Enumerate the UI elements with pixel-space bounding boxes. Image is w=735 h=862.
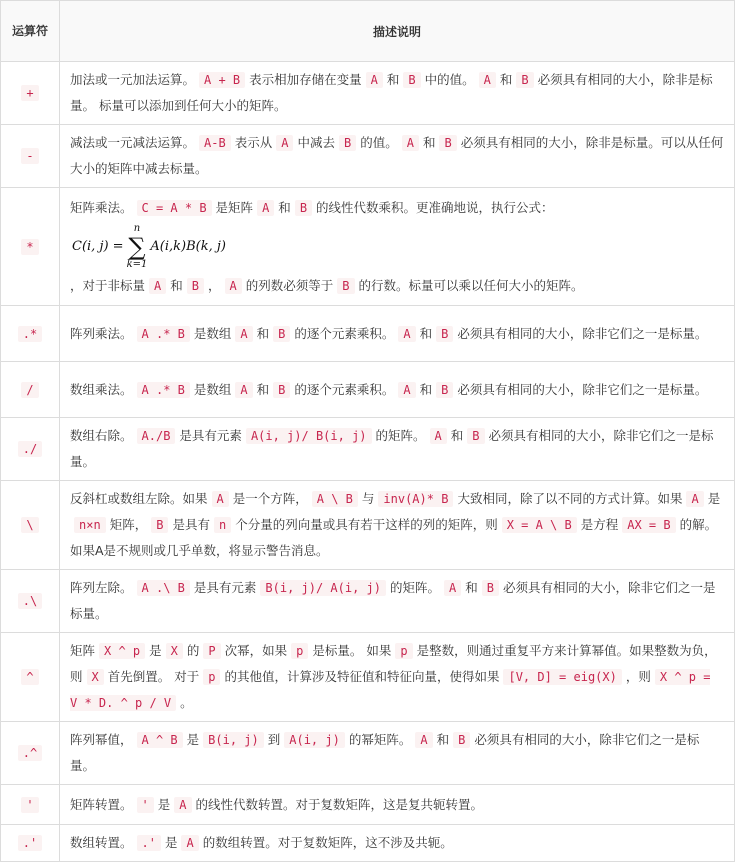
- inline-code: X: [166, 643, 183, 659]
- inline-code: A: [398, 326, 415, 342]
- description-text: 中减去: [297, 135, 335, 150]
- description-cell: [60, 785, 735, 825]
- description-cell: [60, 481, 735, 570]
- table-row: [1, 418, 735, 481]
- sum-upper-limit: n: [133, 222, 141, 234]
- inline-code: A(i, j)/ B(i, j): [246, 428, 372, 444]
- inline-code: p: [203, 669, 220, 685]
- description-text: 数组右除。: [70, 428, 133, 443]
- operator-cell: [1, 188, 60, 306]
- description-cell: [60, 825, 735, 862]
- description-text: 是具有元素: [179, 428, 242, 443]
- description-text: 是: [186, 732, 200, 747]
- operator-symbol: .\: [18, 593, 42, 609]
- inline-code: inv(A)* B: [378, 491, 453, 507]
- inline-code: A \ B: [312, 491, 358, 507]
- description-text: 是整数，则通过重复平方来计算幂值。如果整数为负，则: [70, 643, 717, 684]
- inline-code: A: [235, 382, 252, 398]
- inline-code: A-B: [199, 135, 231, 151]
- table-row: [1, 62, 735, 125]
- inline-code: A./B: [137, 428, 176, 444]
- inline-code: p: [395, 643, 412, 659]
- description-text: ，对于非标量: [70, 277, 146, 293]
- inline-code: [V, D] = eig(X): [503, 669, 621, 685]
- inline-code: A + B: [199, 72, 245, 88]
- description-text: 的线性代数转置。对于复数矩阵，这是复共轭转置。: [195, 796, 484, 812]
- operator-cell: [1, 125, 60, 188]
- inline-code: A: [479, 72, 496, 88]
- inline-code: P: [203, 643, 220, 659]
- table-row: [1, 633, 735, 722]
- description-cell: [60, 188, 735, 306]
- inline-code: B: [187, 278, 204, 294]
- description-text: 减法或一元减法运算。: [70, 135, 196, 150]
- description-text: 的: [186, 643, 200, 658]
- description-cell: [60, 306, 735, 362]
- description-cell: [60, 125, 735, 188]
- description-text: 必须具有相同的大小，除非它们之一是标量。: [70, 428, 714, 469]
- description-text: 必须具有相同的大小，除非它们之一是标量。: [70, 732, 700, 773]
- inline-code: A: [149, 278, 166, 294]
- table-row: [1, 362, 735, 418]
- operator-cell: [1, 306, 60, 362]
- description-text: 和: [436, 732, 450, 747]
- inline-code: A: [398, 382, 415, 398]
- description-text: 是数组: [193, 381, 232, 397]
- description-text: 是: [164, 835, 178, 850]
- description-text: 的幂矩阵。: [348, 732, 412, 747]
- description-text: 和: [419, 381, 433, 397]
- description-text: 数组转置。: [70, 835, 133, 850]
- table-row: [1, 785, 735, 825]
- inline-code: A: [402, 135, 419, 151]
- description-text: 的线性代数乘积。更准确地说，执行公式：: [316, 199, 554, 215]
- description-text: 和: [450, 428, 464, 443]
- description-text: 的矩阵。: [375, 428, 426, 443]
- description-text: 次幂，如果: [224, 643, 288, 658]
- description-text: 的其他值，计算涉及特征值和特征向量，使得如果: [224, 669, 500, 684]
- inline-code: C = A * B: [137, 200, 212, 216]
- inline-code: A: [415, 732, 432, 748]
- operator-cell: [1, 362, 60, 418]
- summation-icon: n ∑ k=1: [126, 222, 148, 270]
- operator-symbol: ./: [18, 441, 42, 457]
- table-row: [1, 481, 735, 570]
- inline-code: A: [181, 835, 198, 851]
- table-row: [1, 722, 735, 785]
- inline-code: A: [225, 278, 242, 294]
- inline-code: B: [439, 135, 456, 151]
- operator-symbol: +: [21, 85, 38, 101]
- table-row: [1, 825, 735, 862]
- description-text: 和: [419, 325, 433, 341]
- inline-code: .': [137, 835, 161, 851]
- description-text: 的值。: [360, 135, 398, 150]
- description-text: 的矩阵。: [389, 580, 440, 595]
- inline-code: B(i, j): [203, 732, 264, 748]
- description-text: 到: [267, 732, 281, 747]
- description-text: 阵列幂值，: [70, 732, 133, 747]
- description-cell: [60, 722, 735, 785]
- description-text: ，: [208, 277, 221, 293]
- description-cell: [60, 633, 735, 722]
- description-text: 和: [256, 325, 270, 341]
- description-text: 矩阵，: [109, 517, 148, 532]
- description-text: 与: [361, 491, 375, 506]
- description-text: 是: [149, 643, 162, 658]
- inline-code: B: [436, 326, 453, 342]
- description-text: 和: [256, 381, 270, 397]
- inline-code: B: [339, 135, 356, 151]
- table-row: [1, 570, 735, 633]
- description-text: 必须具有相同的大小，除非是标量。可以从任何大小的矩阵中减去标量。: [70, 135, 724, 176]
- inline-code: B(i, j)/ A(i, j): [260, 580, 386, 596]
- operator-cell: [1, 722, 60, 785]
- inline-code: A: [212, 491, 229, 507]
- operator-cell: [1, 570, 60, 633]
- description-text: 矩阵乘法。: [70, 199, 133, 215]
- inline-code: n: [214, 517, 231, 533]
- inline-code: B: [436, 382, 453, 398]
- description-text: 数组乘法。: [70, 381, 133, 397]
- description-text: 阵列乘法。: [70, 325, 133, 341]
- description-text: 表示相加存储在变量: [249, 72, 362, 87]
- description-text: 的逐个元素乘积。: [294, 381, 395, 397]
- inline-code: A: [444, 580, 461, 596]
- inline-code: A .* B: [137, 326, 190, 342]
- inline-code: AX = B: [622, 517, 675, 533]
- operator-symbol: .*: [18, 326, 42, 342]
- inline-code: A: [686, 491, 703, 507]
- description-text: 的逐个元素乘积。: [294, 325, 395, 341]
- inline-code: ': [137, 797, 154, 813]
- inline-code: A .* B: [137, 382, 190, 398]
- description-text: 是方程: [580, 517, 619, 532]
- description-cell: [60, 62, 735, 125]
- description-text: 中的值。: [424, 72, 475, 87]
- inline-code: A .\ B: [137, 580, 190, 596]
- description-text: 必须具有相同的大小，除非它们之一是标量。: [70, 580, 716, 621]
- description-cell: [60, 418, 735, 481]
- description-cell: [60, 570, 735, 633]
- operator-symbol: -: [21, 148, 38, 164]
- operator-cell: [1, 481, 60, 570]
- inline-code: n×n: [74, 517, 106, 533]
- inline-code: B: [337, 278, 354, 294]
- description-text: ，则: [625, 669, 651, 684]
- operator-symbol: ^: [21, 669, 38, 685]
- description-text: 大致相同，除了以不同的方式计算。如果: [457, 491, 683, 506]
- table-row: [1, 306, 735, 362]
- description-cell: [60, 362, 735, 418]
- inline-code: B: [295, 200, 312, 216]
- matrix-product-formula: [70, 221, 724, 273]
- operator-cell: [1, 62, 60, 125]
- inline-code: A: [257, 200, 274, 216]
- inline-code: B: [273, 326, 290, 342]
- description-text: 的解。如果A是不规则或几乎单数，将显示警告消息。: [70, 517, 718, 558]
- operator-cell: [1, 825, 60, 862]
- inline-code: A: [276, 135, 293, 151]
- description-text: 必须具有相同的大小，除非它们之一是标量。: [457, 325, 708, 341]
- header-row: [1, 1, 735, 62]
- description-text: 矩阵: [70, 643, 96, 658]
- inline-code: B: [453, 732, 470, 748]
- sum-lower-limit: k=1: [126, 258, 148, 270]
- description-text: 是标量。 如果: [312, 643, 392, 658]
- inline-code: A: [235, 326, 252, 342]
- description-text: 是矩阵: [215, 199, 254, 215]
- inline-code: B: [151, 517, 168, 533]
- description-text: 必须具有相同的大小，除非它们之一是标量。: [457, 381, 708, 397]
- description-text: 和: [170, 277, 183, 293]
- operator-symbol: *: [21, 239, 38, 255]
- inline-code: X ^ p = V * D. ^ p / V: [70, 670, 711, 710]
- description-text: 是具有: [172, 517, 210, 532]
- operator-symbol: ': [21, 797, 38, 813]
- description-text: 是具有元素: [193, 580, 257, 595]
- operator-column-header: 运算符: [1, 1, 60, 62]
- table-row: [1, 125, 735, 188]
- description-text: 加法或一元加法运算。: [70, 72, 196, 87]
- operator-symbol: /: [21, 382, 38, 398]
- description-text: 必须具有相同的大小，除非是标量。 标量可以添加到任何大小的矩阵。: [70, 72, 713, 113]
- description-text: 和: [422, 135, 436, 150]
- table-row: [1, 188, 735, 306]
- operator-cell: [1, 418, 60, 481]
- description-text: 和: [278, 199, 291, 215]
- operator-symbol: .^: [18, 745, 42, 761]
- description-text: 个分量的列向量或具有若干这样的列的矩阵，则: [235, 517, 498, 532]
- operator-symbol: \: [21, 517, 38, 533]
- description-text: 首先倒置。 对于: [107, 669, 200, 684]
- operator-symbol: .': [18, 835, 42, 851]
- description-text: 。: [180, 695, 193, 710]
- inline-code: X ^ p: [99, 643, 145, 659]
- description-text: 是: [707, 491, 721, 506]
- inline-code: X: [87, 669, 104, 685]
- description-text: 是数组: [193, 325, 232, 341]
- inline-code: A(i, j): [284, 732, 345, 748]
- description-text: 的数组转置。对于复数矩阵，这不涉及共轭。: [202, 835, 453, 850]
- description-text: 的行数。标量可以乘以任何大小的矩阵。: [358, 277, 584, 293]
- inline-code: B: [516, 72, 533, 88]
- inline-code: A: [174, 797, 191, 813]
- description-text: 是一个方阵，: [232, 491, 308, 506]
- formula-rhs: A(i,k)B(k, j): [150, 238, 226, 254]
- inline-code: B: [273, 382, 290, 398]
- operator-cell: [1, 633, 60, 722]
- description-text: 反斜杠或数组左除。如果: [70, 491, 208, 506]
- inline-code: A: [430, 428, 447, 444]
- inline-code: B: [467, 428, 484, 444]
- description-text: 和: [499, 72, 513, 87]
- description-text: 的列数必须等于: [245, 277, 334, 293]
- description-text: 表示从: [234, 135, 273, 150]
- description-text: 矩阵转置。: [70, 796, 133, 812]
- operator-cell: [1, 785, 60, 825]
- description-text: 和: [465, 580, 478, 595]
- description-column-header: 描述说明: [60, 1, 735, 62]
- inline-code: B: [482, 580, 499, 596]
- inline-code: A: [366, 72, 383, 88]
- inline-code: p: [291, 643, 308, 659]
- formula-lhs: C(i, j) =: [72, 238, 124, 254]
- description-text: 和: [386, 72, 400, 87]
- inline-code: X = A \ B: [502, 517, 577, 533]
- inline-code: A ^ B: [137, 732, 183, 748]
- inline-code: B: [403, 72, 420, 88]
- description-text: 阵列左除。: [70, 580, 133, 595]
- description-text: 是: [157, 796, 171, 812]
